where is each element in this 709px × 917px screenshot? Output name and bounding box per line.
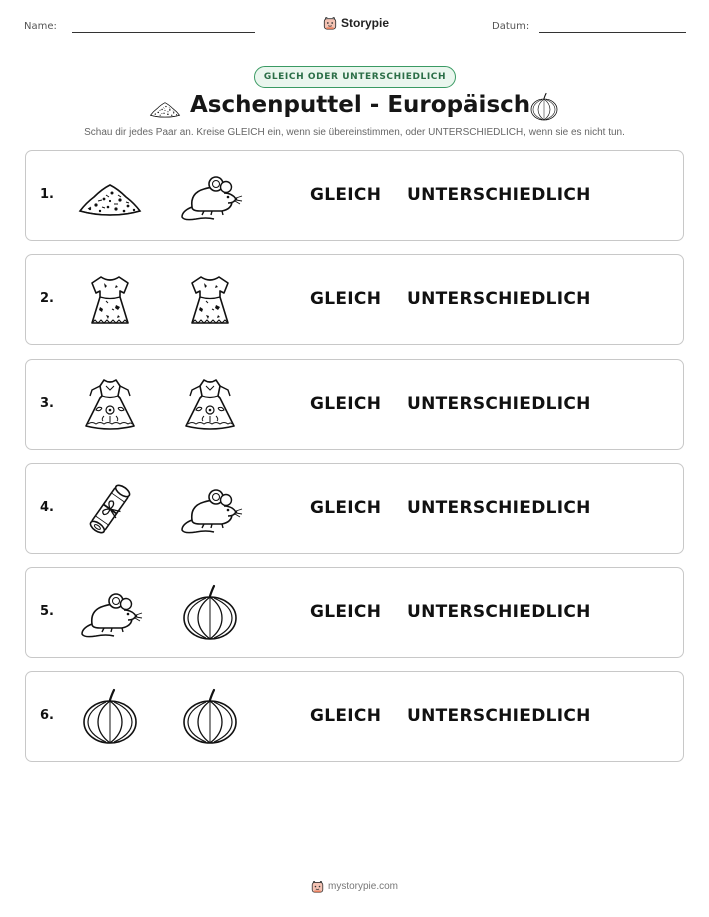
ragged-dress-icon [176, 271, 244, 329]
question-row-2 [25, 254, 684, 345]
question-number: 1. [40, 187, 54, 202]
brand-logo [323, 16, 389, 30]
scroll-icon [76, 480, 144, 538]
pumpkin-icon [76, 688, 144, 746]
question-row-1 [25, 150, 684, 241]
storypie-logo-icon [323, 16, 337, 30]
option-same[interactable]: GLEICH [310, 394, 382, 414]
name-field[interactable] [72, 32, 255, 33]
option-same[interactable]: GLEICH [310, 185, 382, 205]
brand-name: Storypie [341, 16, 390, 30]
pumpkin-icon [527, 91, 561, 123]
option-different[interactable]: UNTERSCHIEDLICH [407, 602, 591, 622]
option-same[interactable]: GLEICH [310, 706, 382, 726]
question-row-6 [25, 671, 684, 762]
footer [0, 880, 709, 893]
activity-badge: GLEICH ODER UNTERSCHIEDLICH [254, 66, 456, 88]
question-row-4 [25, 463, 684, 554]
option-same[interactable]: GLEICH [310, 498, 382, 518]
option-different[interactable]: UNTERSCHIEDLICH [407, 394, 591, 414]
mouse-icon [176, 167, 244, 225]
ragged-dress-icon [76, 271, 144, 329]
ash-pile-icon [148, 94, 182, 122]
option-different[interactable]: UNTERSCHIEDLICH [407, 185, 591, 205]
mouse-icon [76, 584, 144, 642]
ball-gown-icon [176, 376, 244, 434]
ash-pile-icon [76, 167, 144, 225]
pumpkin-icon [176, 584, 244, 642]
question-number: 6. [40, 708, 54, 723]
question-row-3 [25, 359, 684, 450]
name-label: Name: [24, 21, 57, 32]
question-number: 2. [40, 291, 54, 306]
footer-url[interactable]: mystorypie.com [327, 881, 398, 892]
date-field[interactable] [539, 32, 686, 33]
worksheet-header [0, 16, 709, 38]
page-title: Aschenputtel - Europäisch [190, 92, 531, 118]
question-row-5 [25, 567, 684, 658]
date-label: Datum: [492, 21, 530, 32]
pumpkin-icon [176, 688, 244, 746]
title-row [0, 90, 709, 126]
option-same[interactable]: GLEICH [310, 289, 382, 309]
option-different[interactable]: UNTERSCHIEDLICH [407, 706, 591, 726]
ball-gown-icon [76, 376, 144, 434]
option-different[interactable]: UNTERSCHIEDLICH [407, 289, 591, 309]
option-same[interactable]: GLEICH [310, 602, 382, 622]
question-number: 3. [40, 396, 54, 411]
storypie-logo-icon [311, 880, 324, 893]
question-number: 5. [40, 604, 54, 619]
option-different[interactable]: UNTERSCHIEDLICH [407, 498, 591, 518]
mouse-icon [176, 480, 244, 538]
question-number: 4. [40, 500, 54, 515]
instructions: Schau dir jedes Paar an. Kreise GLEICH ein, wenn sie übereinstimmen, oder UNTERSCHIEDLICH, wenn sie es nicht tun. [84, 127, 625, 138]
